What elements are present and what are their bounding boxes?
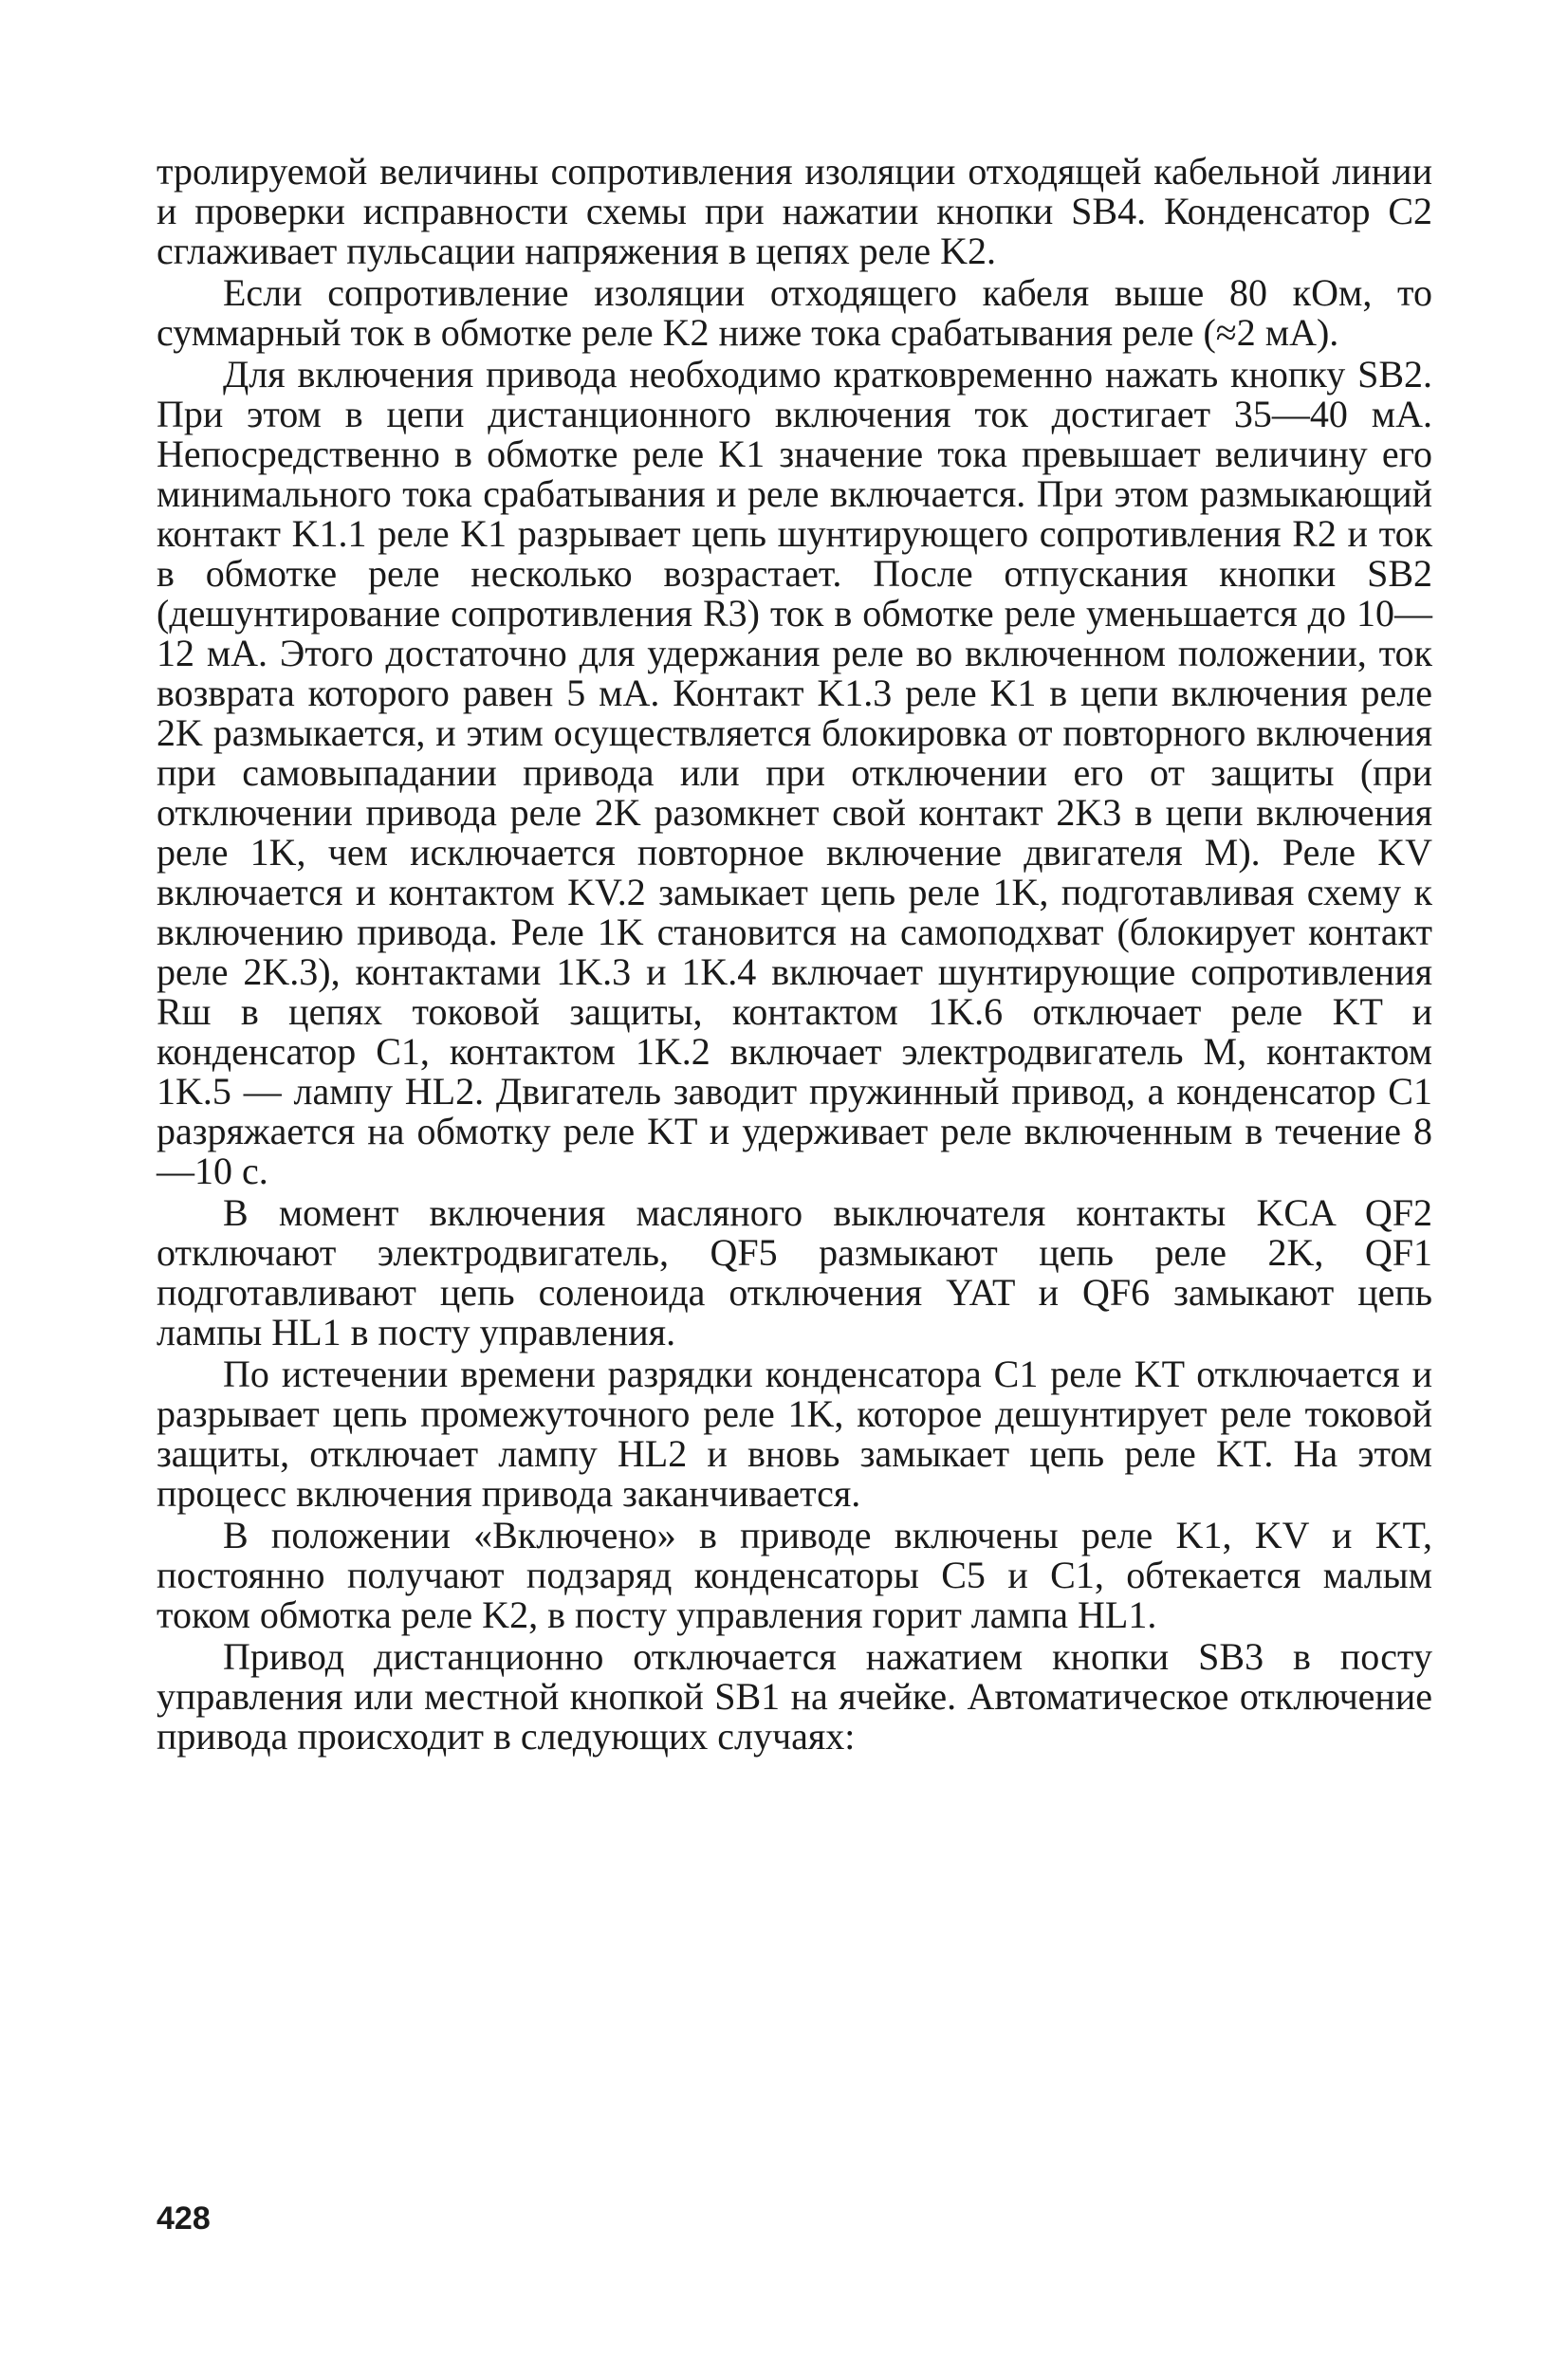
paragraph-remote-off: Привод дистанционно отключается нажатием кнопки SB3 в посту управления или местной кнопкой SB1 на ячейке. Автоматическое отключение привода происходит в следующих случаях:	[157, 1635, 1432, 1758]
paragraph-capacitor-discharge: По истечении времени разрядки конденсатора C1 реле KT отключается и разрывает цепь промежуточного реле 1K, которое дешунтирует реле токовой защиты, отключает лампу HL2 и вновь замыкает цепь реле KT. На этом процесс включения привода заканчивается.	[157, 1353, 1432, 1515]
paragraph-insulation: Если сопротивление изоляции отходящего кабеля выше 80 кОм, то суммарный ток в обмотке реле K2 ниже тока срабатывания реле (≈2 мА).	[157, 271, 1432, 354]
paragraph-drive-activation: Для включения привода необходимо кратковременно нажать кнопку SB2. При этом в цепи дистанционного включения ток достигает 35—40 мА. Непосредственно в обмотке реле K1 значение тока превышает величину его минимального тока срабатывания и реле включается. При этом размыкающий контакт K1.1 реле K1 разрывает цепь шунтирующего сопротивления R2 и ток в обмотке реле несколько возрастает. После отпускания кнопки SB2 (дешунтирование сопротивления R3) ток в обмотке реле уменьшается до 10—12 мА. Этого достаточно для удержания реле во включенном положении, ток возврата которого равен 5 мА. Контакт K1.3 реле K1 в цепи включения реле 2K размыкается, и этим осуществляется блокировка от повторного включения при самовыпадании привода или при отключении его от защиты (при отключении привода реле 2K разомкнет свой контакт 2K3 в цепи включения реле 1K, чем исключается повторное включение двигателя M). Реле KV включается и контактом KV.2 замыкает цепь реле 1K, подготавливая схему к включению привода. Реле 1K становится на самоподхват (блокирует контакт реле 2K.3), контактами 1K.3 и 1K.4 включает шунтирующие сопротивления Rш в цепях токовой защиты, контактом 1K.6 отключает реле KT и конденсатор C1, контактом 1K.2 включает электродвигатель M, контактом 1K.5 — лампу HL2. Двигатель заводит пружинный привод, а конденсатор C1 разряжается на обмотку реле KT и удерживает реле включенным в течение 8—10 с.	[157, 353, 1432, 1192]
paragraph-continuation: тролируемой величины сопротивления изоляции отходящей кабельной линии и проверки исправности схемы при нажатии кнопки SB4. Конденсатор C2 сглаживает пульсации напряжения в цепях реле K2.	[157, 150, 1432, 272]
page-number: 428	[157, 2200, 211, 2237]
page-body	[157, 152, 1432, 1757]
paragraph-oil-switch: В момент включения масляного выключателя контакты KCA QF2 отключают электродвигатель, QF5 размыкают цепь реле 2K, QF1 подготавливают цепь соленоида отключения YAT и QF6 замыкают цепь лампы HL1 в посту управления.	[157, 1191, 1432, 1353]
paragraph-on-position: В положении «Включено» в приводе включены реле K1, KV и KT, постоянно получают подзаряд конденсаторы C5 и C1, обтекается малым током обмотка реле K2, в посту управления горит лампа HL1.	[157, 1514, 1432, 1636]
